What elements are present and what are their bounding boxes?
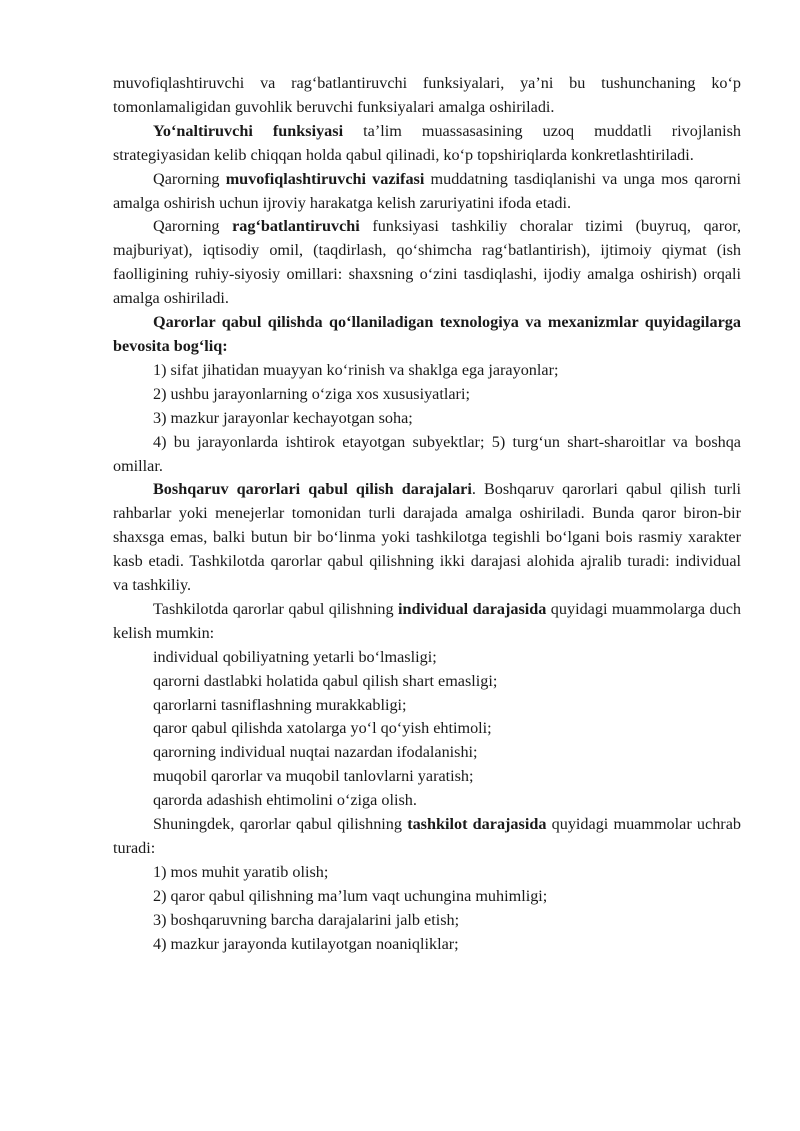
paragraph [113,933,741,957]
bold-text: individual darajasida [397,599,547,618]
text: 4) bu jarayonlarda ishtirok etayotgan subyektlar; 5) turg‘un shart-sharoitlar va boshqa omillar. [113,432,741,475]
bold-text: tashkilot darajasida [407,815,547,834]
text: 1) mos muhit yaratib olish; [153,862,329,881]
text: Shuningdek, qarorlar qabul qilishning [153,815,408,834]
text: muqobil qarorlar va muqobil tanlovlarni yaratish; [153,767,474,786]
text: 4) mazkur jarayonda kutilayotgan noaniqliklar; [153,934,459,953]
text: 1) sifat jihatidan muayyan ko‘rinish va shaklga ega jarayonlar; [153,360,559,379]
paragraph [113,646,741,670]
paragraph [113,383,741,407]
text: ta’lim muassasasining uzoq muddatli rivojlanish strategiyasidan kelib chiqqan holda qabul qilinadi, ko‘p topshiriqlarda konkretlashtiriladi. [113,121,741,164]
bold-text: Boshqaruv qarorlari qabul qilish darajalari [153,480,472,499]
text: funksiyasi tashkiliy choralar tizimi (buyruq, qaror, majburiyat), iqtisodiy omil, (taqdirlash, qo‘shimcha rag‘batlantirish), ijtimoiy qiymat (ish faolligining ruhiy-siyosiy omillari: shaxsning o‘zini tasdiqlashi, ijodiy amalga oshirish) orqali amalga oshiriladi. [113,217,741,308]
text: qarorni dastlabki holatida qabul qilish shart emasligi; [153,671,498,690]
bold-text: Qarorlar qabul qilishda qo‘llaniladigan texnologiya va mexanizmlar quyidagilarga bevosita bog‘liq: [113,313,741,355]
text: 3) boshqaruvning barcha darajalarini jalb etish; [153,910,460,929]
paragraph [113,694,741,718]
text: muvofiqlashtiruvchi va rag‘batlantiruvchi funksiyalari, ya’ni bu tushunchaning ko‘p tomonlamaligidan guvohlik beruvchi funksiyalari amalga oshiriladi. [113,74,741,116]
paragraph [113,909,741,933]
paragraph [113,598,741,646]
paragraph [113,215,741,311]
paragraph [113,311,741,359]
paragraph [113,431,741,479]
paragraph [113,359,741,383]
text: qarorlarni tasniflashning murakkabligi; [153,695,407,714]
paragraph [113,789,741,813]
text: qarorda adashish ehtimolini o‘ziga olish. [153,791,417,810]
text: . Boshqaruv qarorlari qabul qilish turli rahbarlar yoki menejerlar tomonidan turli darajada amalga oshiriladi. Bunda qaror biron-bir shaxsga emas, balki butun bir bo‘linma yoki tashkilotga tegishli bo‘lgani bois rasmiy xarakter kasb etadi. Tashkilotda qarorlar qabul qilishning ikki darajasi alohida ajralib turadi: individual va tashkiliy. [113,480,741,595]
paragraph [113,478,741,598]
paragraph [113,861,741,885]
paragraph [113,168,741,216]
bold-text: rag‘batlantiruvchi [232,217,360,236]
text: Qarorning [153,217,233,236]
text: 2) qaror qabul qilishning ma’lum vaqt uchungina muhimligi; [153,886,548,905]
paragraph [113,885,741,909]
text: Qarorning [153,169,226,188]
paragraph [113,407,741,431]
paragraph [113,670,741,694]
paragraph [113,741,741,765]
paragraph [113,72,741,120]
text: qarorning individual nuqtai nazardan ifodalanishi; [153,743,478,762]
text: Tashkilotda qarorlar qabul qilishning [153,599,398,618]
document-page [113,72,741,957]
text: quyidagi muammolarga duch kelish mumkin: [113,599,741,642]
text: quyidagi muammolar uchrab turadi: [113,815,741,857]
bold-text: muvofiqlashtiruvchi vazifasi [225,169,425,188]
text: 3) mazkur jarayonlar kechayotgan soha; [153,408,413,427]
bold-text: Yo‘naltiruvchi funksiyasi [153,121,344,140]
text: 2) ushbu jarayonlarning o‘ziga xos xususiyatlari; [153,384,470,403]
paragraph [113,813,741,861]
text: qaror qabul qilishda xatolarga yo‘l qo‘yish ehtimoli; [153,719,492,738]
text: muddatning tasdiqlanishi va unga mos qarorni amalga oshirish uchun ijroviy harakatga kelish zaruriyatini ifoda etadi. [113,169,742,212]
paragraph [113,765,741,789]
text: individual qobiliyatning yetarli bo‘lmasligi; [153,647,437,666]
paragraph [113,120,741,168]
paragraph [113,717,741,741]
